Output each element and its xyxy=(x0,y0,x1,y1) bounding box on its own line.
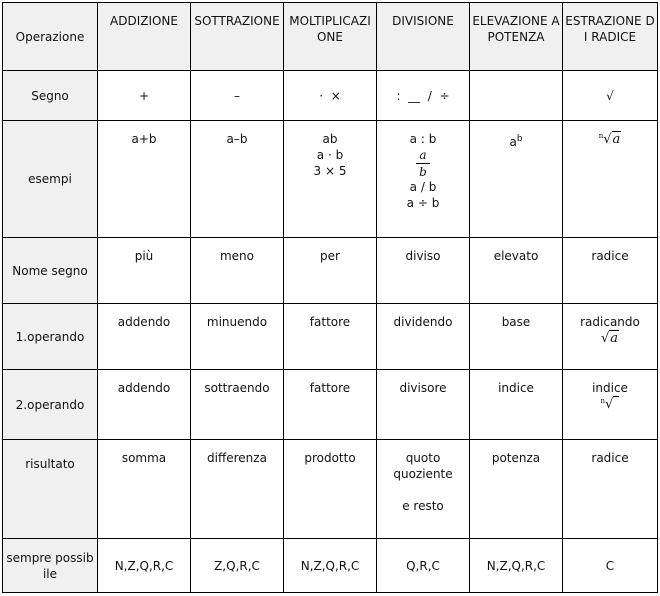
segno-divisione: : __ / ÷ xyxy=(377,71,470,121)
risultato-divisione xyxy=(377,440,470,539)
esempi-molt-line-2: a · b xyxy=(316,148,344,162)
risultato-div-line-1: quoto xyxy=(405,451,441,465)
header-elevazione: ELEVAZIONE A POTENZA xyxy=(470,3,563,71)
operando2-label: 2.operando xyxy=(3,370,98,440)
operando2-addizione: addendo xyxy=(98,370,191,440)
header-moltiplicazione: MOLTIPLICAZIONE xyxy=(284,3,377,71)
segno-moltiplicazione: · × xyxy=(284,71,377,121)
nome-sottrazione: meno xyxy=(191,238,284,304)
root-radicand: a xyxy=(612,132,621,147)
operations-table xyxy=(2,2,658,593)
operando2-row xyxy=(3,370,658,440)
risultato-radice: radice xyxy=(563,440,658,539)
operando2-radice xyxy=(563,370,658,440)
operando1-divisione: dividendo xyxy=(377,304,470,370)
sempre-label: sempre possibile xyxy=(3,539,98,593)
esempi-molt-line-3: 3 × 5 xyxy=(313,164,347,178)
header-estrazione: ESTRAZIONE DI RADICE xyxy=(563,3,658,71)
spacer xyxy=(379,482,467,498)
header-divisione: DIVISIONE xyxy=(377,3,470,71)
sempre-sottrazione: Z,Q,R,C xyxy=(191,539,284,593)
operando1-label: 1.operando xyxy=(3,304,98,370)
segno-radice: √ xyxy=(563,71,658,121)
risultato-potenza: potenza xyxy=(470,440,563,539)
sempre-divisione: Q,R,C xyxy=(377,539,470,593)
nth-root-icon xyxy=(601,397,620,414)
esempi-sottrazione: a–b xyxy=(191,121,284,238)
operando2-sottrazione: sottraendo xyxy=(191,370,284,440)
root-index: n xyxy=(600,397,606,405)
operando2-moltiplicazione: fattore xyxy=(284,370,377,440)
sempre-potenza: N,Z,Q,R,C xyxy=(470,539,563,593)
fraction xyxy=(416,148,430,179)
operando1-moltiplicazione: fattore xyxy=(284,304,377,370)
operando1-potenza: base xyxy=(470,304,563,370)
esempi-molt-line-1: ab xyxy=(322,132,338,146)
segno-addizione: + xyxy=(98,71,191,121)
nome-label: Nome segno xyxy=(3,238,98,304)
root-symbol: √ xyxy=(603,132,612,147)
header-sottrazione: SOTTRAZIONE xyxy=(191,3,284,71)
operando1-sottrazione: minuendo xyxy=(191,304,284,370)
sempre-addizione: N,Z,Q,R,C xyxy=(98,539,191,593)
esempi-div-line-4: a ÷ b xyxy=(406,196,440,210)
esempi-moltiplicazione xyxy=(284,121,377,238)
esempi-addizione: a+b xyxy=(98,121,191,238)
operando2-radice-text: indice xyxy=(592,381,628,395)
root-symbol: √ xyxy=(600,331,610,346)
nome-potenza: elevato xyxy=(470,238,563,304)
segno-row xyxy=(3,71,658,121)
nome-divisione: diviso xyxy=(377,238,470,304)
nome-row xyxy=(3,238,658,304)
header-addizione: ADDIZIONE xyxy=(98,3,191,71)
esempi-row xyxy=(3,121,658,238)
operando1-radice-text: radicando xyxy=(580,315,640,329)
nome-radice: radice xyxy=(563,238,658,304)
fraction-numerator: a xyxy=(419,148,427,162)
sempre-radice: C xyxy=(563,539,658,593)
risultato-div-line-2: quoziente xyxy=(393,467,453,481)
risultato-addizione: somma xyxy=(98,440,191,539)
risultato-row xyxy=(3,440,658,539)
nome-moltiplicazione: per xyxy=(284,238,377,304)
risultato-div-line-3: e resto xyxy=(402,499,444,513)
nth-root-icon xyxy=(599,132,622,149)
square-root-icon xyxy=(601,331,619,347)
sempre-row xyxy=(3,539,658,593)
root-radicand: a xyxy=(610,331,619,346)
segno-potenza xyxy=(470,71,563,121)
power-base: a xyxy=(509,135,517,149)
segno-label: Segno xyxy=(3,71,98,121)
nome-addizione: più xyxy=(98,238,191,304)
power-exponent: b xyxy=(516,134,523,144)
root-symbol: √ xyxy=(605,397,614,412)
operando2-divisione: divisore xyxy=(377,370,470,440)
esempi-potenza xyxy=(470,121,563,238)
operando1-row xyxy=(3,304,658,370)
operando2-potenza: indice xyxy=(470,370,563,440)
risultato-sottrazione: differenza xyxy=(191,440,284,539)
segno-sottrazione: – xyxy=(191,71,284,121)
esempi-label: esempi xyxy=(3,121,98,238)
esempi-div-line-3: a / b xyxy=(409,180,437,194)
esempi-divisione xyxy=(377,121,470,238)
sempre-moltiplicazione: N,Z,Q,R,C xyxy=(284,539,377,593)
root-index: n xyxy=(598,132,604,140)
root-radicand-empty xyxy=(613,396,619,412)
operando1-radice xyxy=(563,304,658,370)
header-row xyxy=(3,3,658,71)
risultato-moltiplicazione: prodotto xyxy=(284,440,377,539)
fraction-denominator: b xyxy=(419,165,427,179)
header-label: Operazione xyxy=(3,3,98,71)
fraction-bar xyxy=(416,163,430,164)
esempi-radice xyxy=(563,121,658,238)
risultato-label: risultato xyxy=(3,440,98,539)
operando1-addizione: addendo xyxy=(98,304,191,370)
esempi-div-line-1: a : b xyxy=(409,132,437,146)
